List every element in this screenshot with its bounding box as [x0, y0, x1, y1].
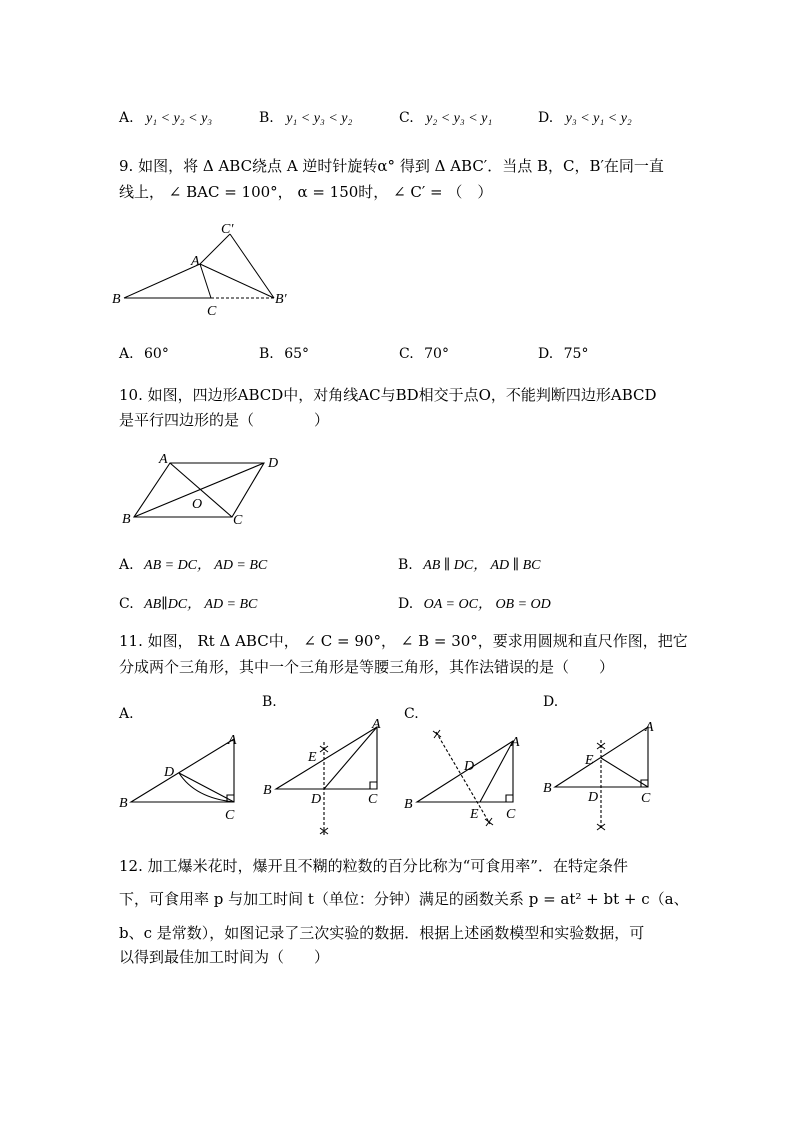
q10-option-c [119, 593, 257, 613]
label-C: C [207, 304, 217, 319]
label-A: A [511, 735, 520, 750]
q11-stem-line2: 分成两个三角形，其中一个三角形是等腰三角形，其作法错误的是（ ） [119, 658, 615, 676]
right-angle-mark [506, 795, 513, 802]
q11-option-label-b: B. [262, 694, 277, 710]
option-label: B. [398, 557, 413, 573]
q12-stem-line4: 以得到最佳加工时间为（ ） [119, 948, 330, 966]
option-label: A. [119, 110, 134, 126]
label-C: C [368, 792, 378, 807]
option-text: AB∥DC， AD = BC [144, 597, 258, 612]
option-label: B. [259, 346, 274, 362]
segment-AC [200, 264, 211, 298]
q10-stem-line2: 是平行四边形的是（ ） [119, 411, 330, 429]
q11-figure-a [115, 730, 245, 823]
q9-option-a [119, 346, 169, 362]
label-D: D [268, 456, 279, 471]
q9-option-d [538, 346, 588, 362]
label-B: B [122, 512, 131, 527]
q10-option-d [398, 593, 551, 613]
option-label: D. [398, 596, 414, 612]
q11-figure-d [540, 712, 670, 842]
option-label: A. [119, 557, 134, 573]
label-D: D [464, 759, 475, 774]
label-E: E [308, 750, 317, 765]
q11-figure-b [258, 712, 393, 842]
triangle-ABC [131, 739, 234, 802]
right-angle-mark [370, 782, 377, 789]
option-text: 75° [563, 346, 589, 362]
option-label: D. [538, 110, 554, 126]
option-label: C. [119, 596, 134, 612]
label-B: B [119, 796, 128, 811]
label-C: C [506, 807, 516, 822]
label-E: E [585, 753, 594, 768]
label-B: B [263, 783, 272, 798]
option-text: 70° [424, 346, 449, 362]
option-text: y₃ < y₁ < y₂ [565, 111, 632, 126]
q9-option-b [259, 346, 309, 362]
label-O: O [192, 497, 203, 512]
q10-stem-line1: 10. 如图，四边形ABCD中，对角线AC与BD相交于点O，不能判断四边形ABCD [119, 386, 657, 404]
segment-DA [324, 727, 377, 789]
label-C: C [233, 513, 243, 528]
q8-option-d [538, 110, 632, 127]
segment-EA [480, 741, 513, 802]
perpendicular-bisector [436, 732, 490, 824]
option-text: AB ∥ DC， AD ∥ BC [423, 558, 541, 573]
q10-option-b [398, 554, 541, 574]
label-A: A [372, 717, 381, 732]
label-D: D [311, 792, 322, 807]
option-label: C. [399, 346, 414, 362]
option-label: C. [399, 110, 414, 126]
arc-marks [433, 730, 493, 826]
q8-option-b [259, 110, 352, 127]
label-D: D [164, 765, 175, 780]
label-A: A [228, 733, 237, 748]
q12-stem-line3: b、c 是常数），如图记录了三次实验的数据．根据上述函数模型和实验数据，可 [119, 924, 645, 942]
label-D: D [588, 790, 599, 805]
q9-figure [110, 222, 310, 322]
label-A: A [159, 452, 168, 467]
q12-stem-line1: 12. 加工爆米花时，爆开且不糊的粒数的百分比称为“可食用率”．在特定条件 [119, 857, 628, 875]
q9-option-c [399, 346, 449, 362]
q12-stem-line2: 下，可食用率 p 与加工时间 t（单位：分钟）满足的函数关系 p = at² + bt + c（a、 [119, 890, 689, 908]
option-text: y₁ < y₃ < y₂ [286, 111, 353, 126]
label-B: B [543, 781, 552, 796]
label-Bp: B′ [275, 292, 287, 307]
segment-DC [179, 773, 234, 802]
q8-option-a [119, 110, 212, 127]
label-E: E [470, 807, 479, 822]
q8-option-c [399, 110, 492, 127]
option-text: AB = DC， AD = BC [144, 558, 268, 573]
label-Cp: C′ [221, 222, 234, 237]
q9-stem-line1: 9. 如图，将 Δ ABC绕点 A 逆时针旋转α° 得到 Δ ABC′．当点 B，C，B′在同一直 [119, 157, 664, 175]
option-label: A. [119, 346, 134, 362]
label-B: B [404, 797, 413, 812]
option-text: 60° [144, 346, 169, 362]
option-text: y₂ < y₃ < y₁ [426, 111, 493, 126]
triangle-ABC [276, 727, 377, 789]
option-text: y₁ < y₂ < y₃ [146, 111, 213, 126]
label-C: C [641, 791, 651, 806]
q11-figure-c [400, 712, 535, 842]
q11-stem-line1: 11. 如图， Rt Δ ABC中， ∠ C = 90°， ∠ B = 30°，要求用圆规和直尺作图，把它 [119, 632, 688, 650]
label-B: B [112, 292, 121, 307]
q11-option-label-d: D. [543, 694, 559, 710]
label-A: A [191, 254, 200, 269]
option-text: OA = OC， OB = OD [423, 597, 551, 612]
segment-BA [124, 264, 200, 298]
option-label: B. [259, 110, 274, 126]
q10-figure [118, 448, 288, 538]
segment-ACp [200, 234, 230, 264]
option-label: D. [538, 346, 554, 362]
q11-option-label-c: C. [404, 706, 419, 722]
option-text: 65° [284, 346, 310, 362]
q11-option-label-a: A. [119, 706, 134, 722]
label-C: C [225, 808, 235, 823]
q9-stem-line2: 线上， ∠ BAC = 100°， α = 150时， ∠ C′ = （ ） [119, 183, 493, 201]
q10-option-a [119, 554, 267, 574]
label-A: A [645, 720, 654, 735]
